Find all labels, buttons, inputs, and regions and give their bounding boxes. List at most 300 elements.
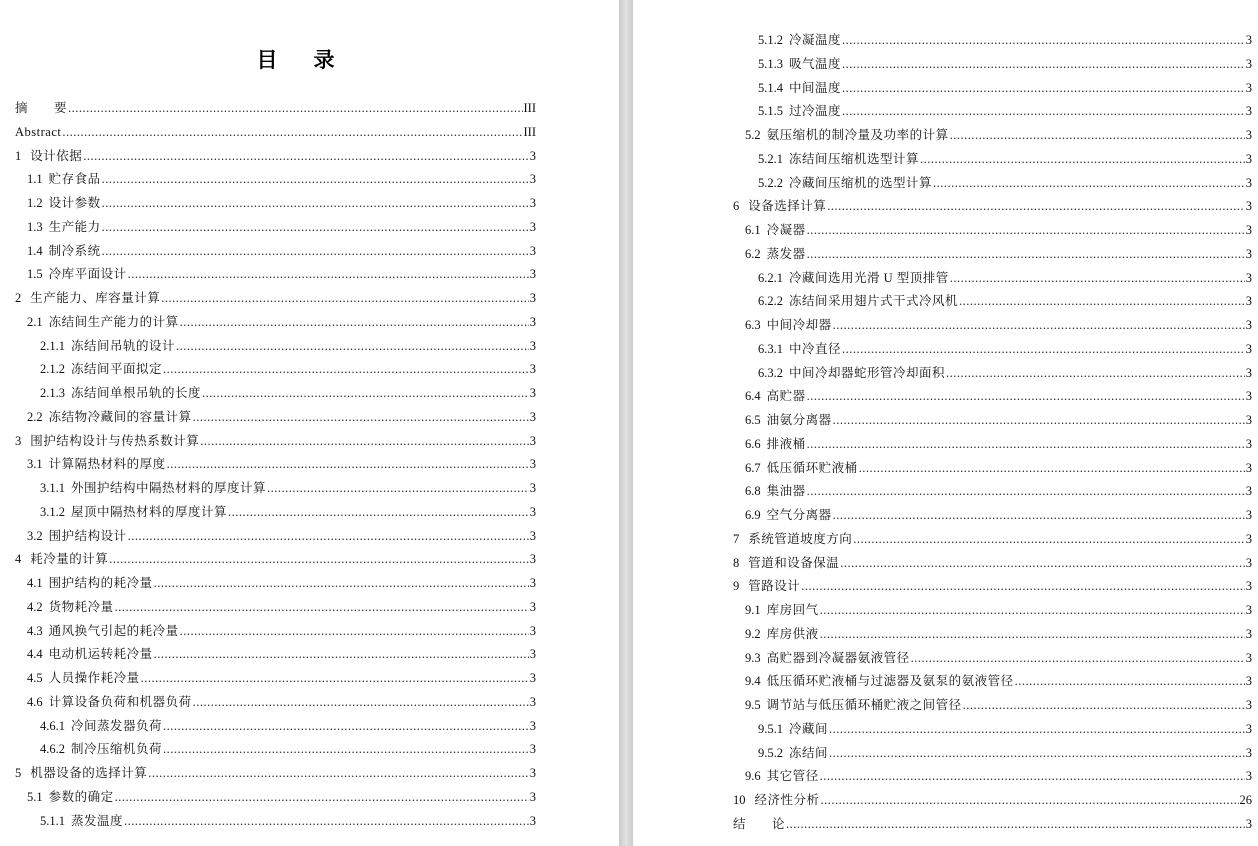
toc-entry[interactable] [15, 811, 536, 835]
toc-entry-page: 3 [529, 718, 536, 733]
toc-dot-leader [176, 336, 529, 356]
toc-dot-leader [141, 668, 529, 688]
toc-entry[interactable] [15, 549, 536, 573]
toc-dot-leader [163, 716, 529, 736]
toc-dot-leader [62, 122, 522, 142]
toc-entry[interactable] [733, 173, 1252, 197]
toc-dot-leader [829, 743, 1245, 763]
toc-entry[interactable] [15, 264, 536, 288]
toc-entry-title: 机器设备的选择计算 [30, 766, 148, 780]
toc-entry-title: 冷藏间 [789, 721, 829, 736]
toc-entry-title: 计算隔热材料的厚度 [48, 457, 166, 472]
toc-entry-number: 5.1.1 [40, 813, 65, 828]
toc-entry-number: 9.4 [745, 674, 761, 689]
toc-entry-title: 人员操作耗冷量 [48, 671, 140, 685]
toc-dot-leader [827, 196, 1244, 216]
toc-dot-leader [820, 766, 1245, 786]
toc-entry-title: 冻结间采用翅片式干式冷风机 [789, 294, 959, 309]
toc-entry-title: 耗冷量的计算 [30, 552, 109, 567]
toc-entry-page: 3 [1245, 33, 1252, 47]
toc-list-right [733, 30, 1252, 838]
toc-entry-page: 3 [529, 433, 536, 448]
toc-entry[interactable] [15, 621, 536, 645]
toc-dot-leader [228, 502, 529, 522]
toc-entry-number: 6.2.1 [758, 270, 783, 285]
toc-dot-leader [202, 383, 529, 403]
toc-entry-number: 6.4 [745, 389, 761, 404]
toc-entry-title: 冻结间压缩机选型计算 [789, 151, 920, 166]
toc-entry[interactable] [15, 668, 536, 692]
toc-entry-page: 3 [1245, 650, 1252, 665]
toc-entry-number: 4.4 [27, 647, 43, 662]
toc-dot-leader [102, 193, 529, 213]
toc-entry-page: 3 [529, 291, 536, 305]
toc-entry-title: 低压循环贮液桶 [766, 460, 858, 475]
toc-entry-number: 6.8 [745, 484, 761, 499]
toc-dot-leader [801, 576, 1244, 596]
toc-entry-page: 3 [1245, 603, 1252, 617]
toc-dot-leader [102, 169, 529, 189]
toc-entry[interactable] [733, 766, 1252, 790]
toc-entry[interactable] [733, 268, 1252, 292]
document-page-left [0, 0, 619, 846]
toc-dot-leader [920, 149, 1245, 169]
toc-entry-page: 3 [529, 243, 536, 258]
toc-entry[interactable] [733, 648, 1252, 672]
toc-dot-leader [109, 549, 528, 569]
toc-entry-page: 3 [529, 789, 536, 804]
toc-dot-leader [959, 291, 1245, 311]
toc-entry[interactable] [733, 101, 1252, 125]
toc-entry-page: 3 [529, 338, 536, 353]
toc-entry-page: 3 [529, 267, 536, 282]
toc-dot-leader [102, 217, 529, 237]
toc-entry-title: 贮存食品 [48, 172, 101, 187]
toc-entry-title: 围护结构设计与传热系数计算 [30, 433, 200, 448]
toc-entry-number: 5.2.1 [758, 151, 783, 166]
toc-entry-page: 3 [1245, 460, 1252, 475]
toc-entry-page: 3 [1245, 389, 1252, 404]
toc-entry-number: 2.1.1 [40, 338, 65, 353]
toc-entry-number: 9.5.1 [758, 721, 783, 736]
toc-entry-number: 5.1.4 [758, 80, 783, 95]
toc-entry-number: 3.1.1 [40, 481, 65, 495]
toc-entry-number: 10 [733, 793, 746, 807]
toc-entry-title: 吸气温度 [789, 56, 842, 71]
toc-entry-title: 冷凝器 [766, 223, 806, 237]
toc-dot-leader [167, 454, 529, 474]
toc-entry-page: 3 [1245, 721, 1252, 736]
toc-entry[interactable] [15, 431, 536, 455]
toc-entry-page: 3 [1245, 80, 1252, 95]
toc-dot-leader [842, 101, 1245, 121]
toc-dot-leader [83, 146, 528, 166]
toc-dot-leader [115, 597, 529, 617]
document-page-right [633, 0, 1258, 846]
toc-entry-number: 3.2 [27, 528, 43, 543]
toc-dot-leader [154, 573, 529, 593]
toc-entry-page: 3 [1245, 579, 1252, 594]
toc-entry-page: 3 [529, 552, 536, 567]
toc-entry[interactable] [733, 149, 1252, 173]
toc-entry-title: 中间冷却器蛇形管冷却面积 [789, 365, 946, 380]
toc-entry[interactable] [15, 573, 536, 597]
toc-entry-number: 5 [15, 766, 22, 780]
toc-entry-number: 9.1 [745, 603, 761, 617]
toc-entry-number: 9 [733, 579, 740, 594]
toc-entry-title: 围护结构的耗冷量 [48, 576, 153, 590]
toc-entry-page: 3 [529, 694, 536, 709]
toc-entry[interactable] [733, 553, 1252, 577]
toc-entry[interactable] [733, 54, 1252, 78]
toc-entry-number: 8 [733, 555, 740, 570]
toc-entry-number: 6.3.2 [758, 365, 783, 380]
toc-dot-leader [853, 529, 1244, 549]
toc-entry[interactable] [733, 790, 1252, 814]
toc-entry[interactable] [15, 98, 536, 122]
toc-entry-title: 计算设备负荷和机器负荷 [48, 694, 192, 709]
toc-entry[interactable] [733, 481, 1252, 505]
toc-entry-number: 4 [15, 552, 22, 567]
toc-entry-page: 3 [529, 766, 536, 780]
toc-entry-title: 蒸发器 [766, 246, 806, 261]
toc-entry[interactable] [733, 600, 1252, 624]
toc-entry-page: 3 [1245, 318, 1252, 332]
toc-entry-page: 3 [1245, 341, 1252, 356]
toc-entry[interactable] [733, 624, 1252, 648]
toc-entry[interactable] [15, 122, 536, 146]
toc-entry-page: 3 [529, 481, 536, 495]
toc-dot-leader [820, 624, 1245, 644]
toc-entry[interactable] [733, 30, 1252, 54]
toc-dot-leader [115, 787, 529, 807]
toc-entry[interactable] [15, 454, 536, 478]
toc-dot-leader [842, 339, 1245, 359]
toc-dot-leader [128, 526, 529, 546]
toc-entry-page: 3 [529, 196, 536, 210]
toc-entry[interactable] [15, 763, 536, 787]
toc-entry-number: 4.6.2 [40, 742, 65, 757]
toc-entry-number: 2.2 [27, 409, 43, 424]
toc-dot-leader [180, 312, 529, 332]
toc-entry-page: 3 [529, 742, 536, 757]
toc-entry[interactable] [15, 407, 536, 431]
toc-entry-number: 5.2 [745, 128, 761, 142]
toc-entry-title: 中间温度 [789, 80, 842, 95]
toc-entry-title: 制冷压缩机负荷 [71, 742, 163, 757]
toc-entry[interactable] [733, 576, 1252, 600]
toc-entry-number: 9.6 [745, 769, 761, 784]
toc-entry-number: 4.3 [27, 623, 43, 638]
toc-entry-page: 3 [1245, 104, 1252, 119]
toc-entry-title: 货物耗冷量 [48, 599, 114, 614]
toc-entry-page: 3 [529, 362, 536, 377]
toc-entry-page: 3 [1245, 555, 1252, 570]
toc-entry-title: 库房回气 [766, 603, 819, 617]
toc-entry-number: 1.2 [27, 196, 43, 210]
toc-entry[interactable] [733, 220, 1252, 244]
toc-entry-page: 3 [1245, 294, 1252, 309]
toc-entry-page: 26 [1239, 793, 1252, 807]
toc-entry-title: 冻结间单根吊轨的长度 [71, 386, 202, 400]
toc-entry[interactable] [733, 78, 1252, 102]
toc-dot-leader [946, 363, 1245, 383]
toc-entry-number: 6.1 [745, 223, 761, 237]
toc-entry-title: 氨压缩机的制冷量及功率的计算 [766, 128, 949, 142]
toc-entry-number: 3 [15, 433, 22, 448]
toc-entry-number: 6.2.2 [758, 294, 783, 309]
toc-entry[interactable] [733, 386, 1252, 410]
toc-dot-leader [963, 695, 1245, 715]
toc-entry-page: 3 [529, 623, 536, 638]
toc-entry[interactable] [733, 196, 1252, 220]
toc-dot-leader [193, 692, 529, 712]
toc-entry[interactable] [733, 434, 1252, 458]
toc-entry-page: 3 [1245, 698, 1252, 712]
toc-entry[interactable] [733, 671, 1252, 695]
toc-dot-leader [200, 431, 528, 451]
toc-entry-page: 3 [529, 148, 536, 163]
toc-entry-title: 低压循环贮液桶与过滤器及氨泵的氨液管径 [766, 674, 1014, 689]
toc-entry-page: 3 [1245, 769, 1252, 784]
toc-entry-number: 7 [733, 531, 740, 546]
toc-title: 目录 [256, 48, 371, 72]
toc-entry[interactable] [15, 169, 536, 193]
toc-entry-number: 5.1.5 [758, 104, 783, 119]
toc-entry[interactable] [15, 716, 536, 740]
toc-dot-leader [102, 241, 529, 261]
toc-entry[interactable] [733, 363, 1252, 387]
toc-entry-number: 4.6 [27, 694, 43, 709]
toc-dot-leader [933, 173, 1245, 193]
toc-entry-number: 5.1.3 [758, 56, 783, 71]
toc-entry[interactable] [15, 502, 536, 526]
toc-entry-title: 蒸发温度 [71, 813, 124, 828]
toc-entry[interactable] [733, 458, 1252, 482]
toc-dot-leader [821, 790, 1239, 810]
toc-entry-title: 冻结物冷藏间的容量计算 [48, 409, 192, 424]
toc-entry-title: 冷藏间压缩机的选型计算 [789, 175, 933, 190]
toc-dot-leader [807, 220, 1245, 240]
toc-entry-number: 4.5 [27, 671, 43, 685]
toc-dot-leader [124, 811, 529, 831]
toc-entry-title: 围护结构设计 [48, 528, 127, 543]
toc-dot-leader [842, 30, 1245, 50]
toc-entry-page: 3 [529, 576, 536, 590]
toc-entry-page: 3 [1245, 270, 1252, 285]
toc-entry[interactable] [733, 410, 1252, 434]
toc-dot-leader [163, 739, 529, 759]
toc-entry-number: 6 [733, 199, 740, 214]
toc-entry[interactable] [15, 241, 536, 265]
toc-entry-title: 通风换气引起的耗冷量 [48, 623, 179, 638]
toc-entry-number: 9.2 [745, 626, 761, 641]
toc-list-left [15, 98, 536, 834]
toc-entry[interactable] [733, 814, 1252, 838]
toc-entry-page: III [523, 124, 536, 139]
toc-entry-page: 3 [1245, 365, 1252, 380]
toc-entry-title: 冻结间生产能力的计算 [48, 314, 179, 329]
toc-entry[interactable] [15, 739, 536, 763]
toc-entry-number: 6.5 [745, 413, 761, 427]
toc-entry[interactable] [733, 505, 1252, 529]
toc-entry-number: 2.1.2 [40, 362, 65, 377]
toc-entry-page: 3 [529, 219, 536, 234]
toc-entry-number: 2.1 [27, 314, 43, 329]
toc-entry[interactable] [15, 526, 536, 550]
toc-entry-title: 管路设计 [748, 579, 801, 594]
toc-entry-title: 设计依据 [30, 148, 83, 163]
toc-entry-title: 冷凝温度 [789, 33, 842, 47]
toc-dot-leader [128, 264, 529, 284]
toc-entry-page: 3 [1245, 816, 1252, 831]
toc-entry-title: 系统管道坡度方向 [748, 531, 853, 546]
toc-dot-leader [807, 244, 1245, 264]
toc-entry-page: 3 [529, 647, 536, 662]
toc-entry-title: 中冷直径 [789, 341, 842, 356]
toc-entry[interactable] [15, 478, 536, 502]
toc-dot-leader [786, 814, 1245, 834]
toc-entry-title: 高贮器 [766, 389, 806, 404]
toc-entry[interactable] [15, 336, 536, 360]
toc-entry[interactable] [15, 359, 536, 383]
toc-entry[interactable] [733, 125, 1252, 149]
toc-entry-number: 1.1 [27, 172, 43, 187]
toc-entry[interactable] [15, 692, 536, 716]
toc-entry-title: 参数的确定 [48, 789, 114, 804]
toc-entry-page: 3 [1245, 674, 1252, 689]
toc-dot-leader [180, 621, 529, 641]
toc-entry-number: 6.3 [745, 318, 761, 332]
toc-entry[interactable] [733, 719, 1252, 743]
toc-entry-title: 经济性分析 [754, 793, 820, 807]
toc-entry-page: 3 [1245, 436, 1252, 451]
toc-entry-title: 外围护结构中隔热材料的厚度计算 [71, 481, 267, 495]
toc-entry-title: 生产能力、库容量计算 [30, 291, 161, 305]
toc-entry-title: 空气分离器 [766, 508, 832, 522]
toc-entry-title: 摘 要 [15, 101, 68, 115]
toc-entry[interactable] [15, 193, 536, 217]
toc-entry[interactable] [733, 339, 1252, 363]
toc-entry-number: 1.5 [27, 267, 43, 282]
toc-entry[interactable] [15, 312, 536, 336]
toc-entry-number: 6.3.1 [758, 341, 783, 356]
page-divider [619, 0, 633, 846]
toc-entry-title: 冻结间 [789, 745, 829, 760]
toc-entry[interactable] [733, 743, 1252, 767]
toc-entry-title: 排液桶 [766, 436, 806, 451]
toc-entry-number: 6.6 [745, 436, 761, 451]
toc-dot-leader [148, 763, 528, 783]
toc-dot-leader [161, 288, 528, 308]
toc-entry[interactable] [15, 644, 536, 668]
toc-dot-leader [833, 505, 1245, 525]
toc-entry-title: 冻结间平面拟定 [71, 362, 163, 377]
toc-entry-title: 高贮器到冷凝器氨液管径 [766, 650, 910, 665]
toc-dot-leader [829, 719, 1245, 739]
toc-entry[interactable] [733, 244, 1252, 268]
toc-entry[interactable] [15, 383, 536, 407]
toc-dot-leader [842, 54, 1245, 74]
toc-entry-title: 调节站与低压循环桶贮液之间管径 [766, 698, 962, 712]
toc-entry-number: 1.4 [27, 243, 43, 258]
toc-entry-number: 3.1.2 [40, 504, 65, 519]
toc-entry[interactable] [15, 787, 536, 811]
toc-entry-title: 屋顶中隔热材料的厚度计算 [71, 504, 228, 519]
toc-entry-title: 电动机运转耗冷量 [48, 647, 153, 662]
toc-entry-title: 制冷系统 [48, 243, 101, 258]
toc-entry-title: 生产能力 [48, 219, 101, 234]
toc-dot-leader [911, 648, 1245, 668]
toc-entry-title: 集油器 [766, 484, 806, 499]
toc-entry-page: 3 [1245, 484, 1252, 499]
toc-entry-page: 3 [1245, 508, 1252, 522]
toc-dot-leader [193, 407, 529, 427]
toc-entry-page: 3 [1245, 56, 1252, 71]
toc-entry-page: 3 [529, 671, 536, 685]
toc-entry-page: 3 [529, 813, 536, 828]
toc-dot-leader [154, 644, 529, 664]
toc-entry-number: 3.1 [27, 457, 43, 472]
toc-dot-leader [833, 410, 1245, 430]
toc-entry-number: 4.6.1 [40, 718, 65, 733]
toc-entry-number: 2 [15, 291, 22, 305]
toc-entry[interactable] [15, 217, 536, 241]
toc-entry-page: 3 [529, 172, 536, 187]
toc-entry-page: 3 [529, 528, 536, 543]
toc-dot-leader [833, 315, 1245, 335]
toc-entry-page: 3 [1245, 626, 1252, 641]
toc-entry-page: III [523, 101, 536, 115]
toc-dot-leader [807, 434, 1245, 454]
toc-entry[interactable] [733, 291, 1252, 315]
toc-entry-title: 库房供液 [766, 626, 819, 641]
toc-entry-title: 其它管径 [766, 769, 819, 784]
toc-dot-leader [842, 78, 1245, 98]
toc-entry-number: 5.1.2 [758, 33, 783, 47]
toc-entry-number: 1 [15, 148, 22, 163]
toc-entry-title: 设备选择计算 [748, 199, 827, 214]
toc-entry[interactable] [15, 146, 536, 170]
toc-dot-leader [1015, 671, 1245, 691]
toc-dot-leader [807, 386, 1245, 406]
toc-entry[interactable] [15, 597, 536, 621]
toc-entry-title: 冷间蒸发器负荷 [71, 718, 163, 733]
toc-entry-number: 6.7 [745, 460, 761, 475]
toc-entry-number: 1.3 [27, 219, 43, 234]
toc-dot-leader [163, 359, 529, 379]
toc-dot-leader [859, 458, 1245, 478]
toc-entry[interactable] [733, 695, 1252, 719]
toc-entry-page: 3 [1245, 151, 1252, 166]
toc-dot-leader [807, 481, 1245, 501]
toc-entry-page: 3 [529, 599, 536, 614]
toc-entry-number: 9.5 [745, 698, 761, 712]
toc-entry[interactable] [733, 529, 1252, 553]
toc-entry-page: 3 [1245, 223, 1252, 237]
toc-entry[interactable] [15, 288, 536, 312]
toc-entry-title: 结 论 [733, 816, 786, 831]
toc-entry-page: 3 [529, 409, 536, 424]
toc-entry-page: 3 [1245, 246, 1252, 261]
toc-entry-number: 2.1.3 [40, 386, 65, 400]
toc-dot-leader [950, 125, 1245, 145]
toc-dot-leader [950, 268, 1245, 288]
toc-entry-number: 9.3 [745, 650, 761, 665]
toc-dot-leader [820, 600, 1245, 620]
toc-entry-number: 6.2 [745, 246, 761, 261]
toc-entry[interactable] [733, 315, 1252, 339]
